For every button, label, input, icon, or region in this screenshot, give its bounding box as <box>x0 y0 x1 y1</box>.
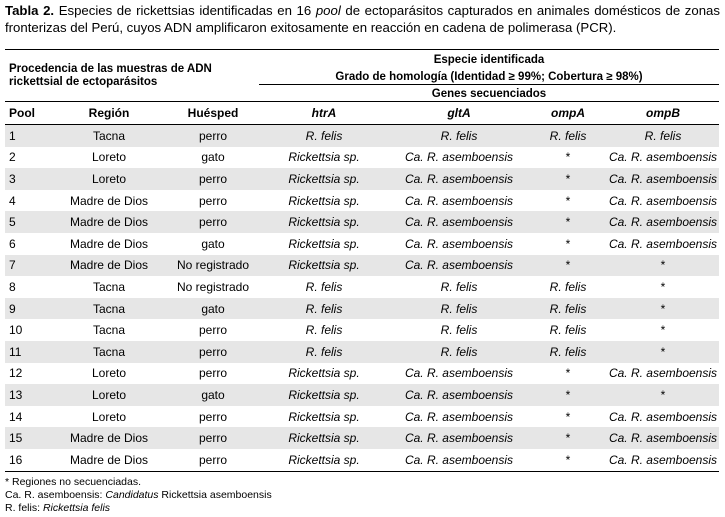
cell-glta: R. felis <box>389 125 529 147</box>
cell-htra: R. felis <box>259 125 389 147</box>
cell-glta: Ca. R. asemboensis <box>404 236 514 251</box>
cell-ompb: Ca. R. asemboensis <box>608 366 718 381</box>
cell-ompa: * <box>529 384 607 406</box>
cell-region: Loreto <box>51 168 167 190</box>
cell-region: Madre de Dios <box>51 255 167 277</box>
cell-ompb: Ca. R. asemboensis <box>607 427 719 449</box>
cell-ompa: * <box>565 236 571 251</box>
cell-htra: Rickettsia sp. <box>288 193 360 208</box>
cell-htra: Rickettsia sp. <box>288 150 360 165</box>
cell-host: gato <box>201 150 225 165</box>
cell-pool: 13 <box>5 384 51 406</box>
cell-ompb: Ca. R. asemboensis <box>607 449 719 471</box>
cell-pool: 6 <box>9 236 16 251</box>
cell-pool: 12 <box>9 366 23 381</box>
cell-glta: Ca. R. asemboensis <box>389 449 529 471</box>
cell-host: No registrado <box>176 279 250 294</box>
caption-label: Tabla 2. <box>5 3 55 18</box>
cell-host: perro <box>167 427 259 449</box>
cell-region: Tacna <box>51 341 167 363</box>
table-row <box>5 276 719 298</box>
column-header-row <box>5 102 719 125</box>
cell-pool: 16 <box>5 449 51 471</box>
cell-glta: Ca. R. asemboensis <box>404 193 514 208</box>
cell-ompa: * <box>565 193 571 208</box>
cell-ompa: R. felis <box>549 323 587 338</box>
cell-ompb: * <box>607 341 719 363</box>
cell-htra: R. felis <box>305 323 343 338</box>
cell-pool: 5 <box>5 211 51 233</box>
homology-header: Grado de homología (Identidad ≥ 99%; Cobertura ≥ 98%) <box>259 69 719 85</box>
cell-region: Madre de Dios <box>51 211 167 233</box>
cell-glta: Ca. R. asemboensis <box>389 211 529 233</box>
cell-ompb: R. felis <box>607 125 719 147</box>
cell-glta: Ca. R. asemboensis <box>389 255 529 277</box>
table-row <box>5 384 719 406</box>
cell-region: Tacna <box>51 298 167 320</box>
cell-ompa: R. felis <box>549 279 587 294</box>
cell-htra: Rickettsia sp. <box>259 449 389 471</box>
table-row <box>5 298 719 320</box>
cell-ompb: * <box>660 323 666 338</box>
cell-host: perro <box>167 168 259 190</box>
cell-host: perro <box>198 323 227 338</box>
cell-ompb: Ca. R. asemboensis <box>608 409 718 424</box>
cell-pool: 8 <box>9 279 16 294</box>
cell-glta: R. felis <box>440 323 478 338</box>
col-header-host: Huésped <box>167 102 259 125</box>
caption-text-after: de ectoparásitos capturados en animales domésticos de zonas fronterizas del Perú, cuyos ADN amplificaron exitosamente en reacción en cadena de polimerasa (PCR). <box>5 3 720 35</box>
note-felis: R. felis: Rickettsia felis <box>5 502 111 514</box>
table-row <box>5 363 719 385</box>
cell-host: perro <box>167 449 259 471</box>
table-row <box>5 211 719 233</box>
cell-ompa: R. felis <box>529 298 607 320</box>
table-row <box>5 406 719 428</box>
cell-host: gato <box>167 384 259 406</box>
cell-glta: Ca. R. asemboensis <box>389 384 529 406</box>
col-header-ompb: ompB <box>607 102 719 125</box>
cell-htra: Rickettsia sp. <box>259 211 389 233</box>
cell-region: Loreto <box>51 384 167 406</box>
cell-ompb: * <box>607 255 719 277</box>
table-row <box>5 341 719 363</box>
table-row <box>5 449 719 471</box>
cell-region: Madre de Dios <box>69 193 149 208</box>
cell-htra: Rickettsia sp. <box>288 236 360 251</box>
cell-htra: Rickettsia sp. <box>288 366 360 381</box>
col-header-ompa: ompA <box>529 102 607 125</box>
cell-pool: 3 <box>5 168 51 190</box>
cell-htra: R. felis <box>259 298 389 320</box>
header-row-1 <box>5 50 719 70</box>
table-row <box>5 233 719 255</box>
cell-ompb: * <box>660 279 666 294</box>
cell-host: No registrado <box>167 255 259 277</box>
cell-pool: 9 <box>5 298 51 320</box>
cell-ompb: * <box>607 298 719 320</box>
cell-htra: Rickettsia sp. <box>259 384 389 406</box>
table-body <box>5 125 719 472</box>
cell-ompa: * <box>529 427 607 449</box>
cell-htra: Rickettsia sp. <box>259 427 389 449</box>
cell-ompb: * <box>607 384 719 406</box>
cell-region: Tacna <box>51 125 167 147</box>
table-row <box>5 190 719 212</box>
cell-glta: Ca. R. asemboensis <box>404 366 514 381</box>
cell-ompb: Ca. R. asemboensis <box>608 150 718 165</box>
caption-pool-word: pool <box>315 3 341 18</box>
cell-glta: Ca. R. asemboensis <box>404 150 514 165</box>
cell-glta: Ca. R. asemboensis <box>389 427 529 449</box>
cell-ompb: Ca. R. asemboensis <box>607 168 719 190</box>
cell-htra: R. felis <box>259 341 389 363</box>
cell-htra: Rickettsia sp. <box>288 409 360 424</box>
table-row <box>5 168 719 190</box>
cell-host: perro <box>167 125 259 147</box>
cell-pool: 15 <box>5 427 51 449</box>
col-header-region: Región <box>51 102 167 125</box>
cell-region: Tacna <box>92 279 126 294</box>
cell-host: gato <box>167 298 259 320</box>
cell-region: Loreto <box>91 366 127 381</box>
caption-text-before: Especies de rickettsias identificadas en 16 <box>54 3 316 18</box>
cell-region: Tacna <box>92 323 126 338</box>
origin-header-line2: rickettsial de ectoparásitos <box>9 76 158 88</box>
genes-header: Genes secuenciados <box>431 88 547 100</box>
table-row <box>5 319 719 341</box>
rickettsia-table <box>5 49 719 472</box>
cell-ompa: * <box>529 168 607 190</box>
cell-pool: 1 <box>5 125 51 147</box>
cell-glta: R. felis <box>440 279 478 294</box>
cell-ompa: R. felis <box>529 125 607 147</box>
cell-region: Madre de Dios <box>69 236 149 251</box>
origin-header-cell <box>5 50 259 102</box>
cell-glta: R. felis <box>389 298 529 320</box>
cell-ompa: * <box>529 449 607 471</box>
cell-host: perro <box>198 193 227 208</box>
cell-ompb: Ca. R. asemboensis <box>607 211 719 233</box>
cell-htra: R. felis <box>305 279 343 294</box>
cell-pool: 2 <box>9 150 16 165</box>
cell-glta: R. felis <box>389 341 529 363</box>
cell-region: Madre de Dios <box>51 449 167 471</box>
cell-host: perro <box>198 409 227 424</box>
cell-glta: Ca. R. asemboensis <box>389 168 529 190</box>
col-header-glta: gltA <box>389 102 529 125</box>
cell-pool: 14 <box>9 409 23 424</box>
cell-htra: Rickettsia sp. <box>259 255 389 277</box>
cell-glta: Ca. R. asemboensis <box>404 409 514 424</box>
cell-ompa: * <box>565 150 571 165</box>
col-header-htra: htrA <box>259 102 389 125</box>
cell-ompb: Ca. R. asemboensis <box>608 193 718 208</box>
table-row <box>5 255 719 277</box>
origin-header-line1: Procedencia de las muestras de ADN <box>9 63 212 75</box>
cell-host: perro <box>198 366 227 381</box>
note-asemboensis: Ca. R. asemboensis: Candidatus Rickettsia asemboensis <box>5 489 272 501</box>
cell-pool: 11 <box>5 341 51 363</box>
cell-pool: 7 <box>5 255 51 277</box>
cell-ompb: Ca. R. asemboensis <box>608 236 718 251</box>
table-row <box>5 147 719 169</box>
table-caption <box>5 3 720 36</box>
cell-host: perro <box>167 211 259 233</box>
cell-ompa: * <box>529 255 607 277</box>
species-header: Especie identificada <box>433 54 545 66</box>
col-header-pool: Pool <box>5 102 51 125</box>
cell-host: gato <box>201 236 225 251</box>
cell-region: Madre de Dios <box>51 427 167 449</box>
table-row <box>5 427 719 449</box>
cell-pool: 4 <box>9 193 16 208</box>
cell-ompa: * <box>529 211 607 233</box>
cell-ompa: * <box>565 366 571 381</box>
cell-host: perro <box>167 341 259 363</box>
cell-ompa: R. felis <box>529 341 607 363</box>
cell-region: Loreto <box>91 150 127 165</box>
cell-ompa: * <box>565 409 571 424</box>
table-notes <box>5 476 272 515</box>
cell-pool: 10 <box>9 323 23 338</box>
cell-region: Loreto <box>91 409 127 424</box>
cell-htra: Rickettsia sp. <box>259 168 389 190</box>
note-unsequenced: * Regiones no secuenciadas. <box>5 476 142 488</box>
table-row <box>5 125 719 147</box>
